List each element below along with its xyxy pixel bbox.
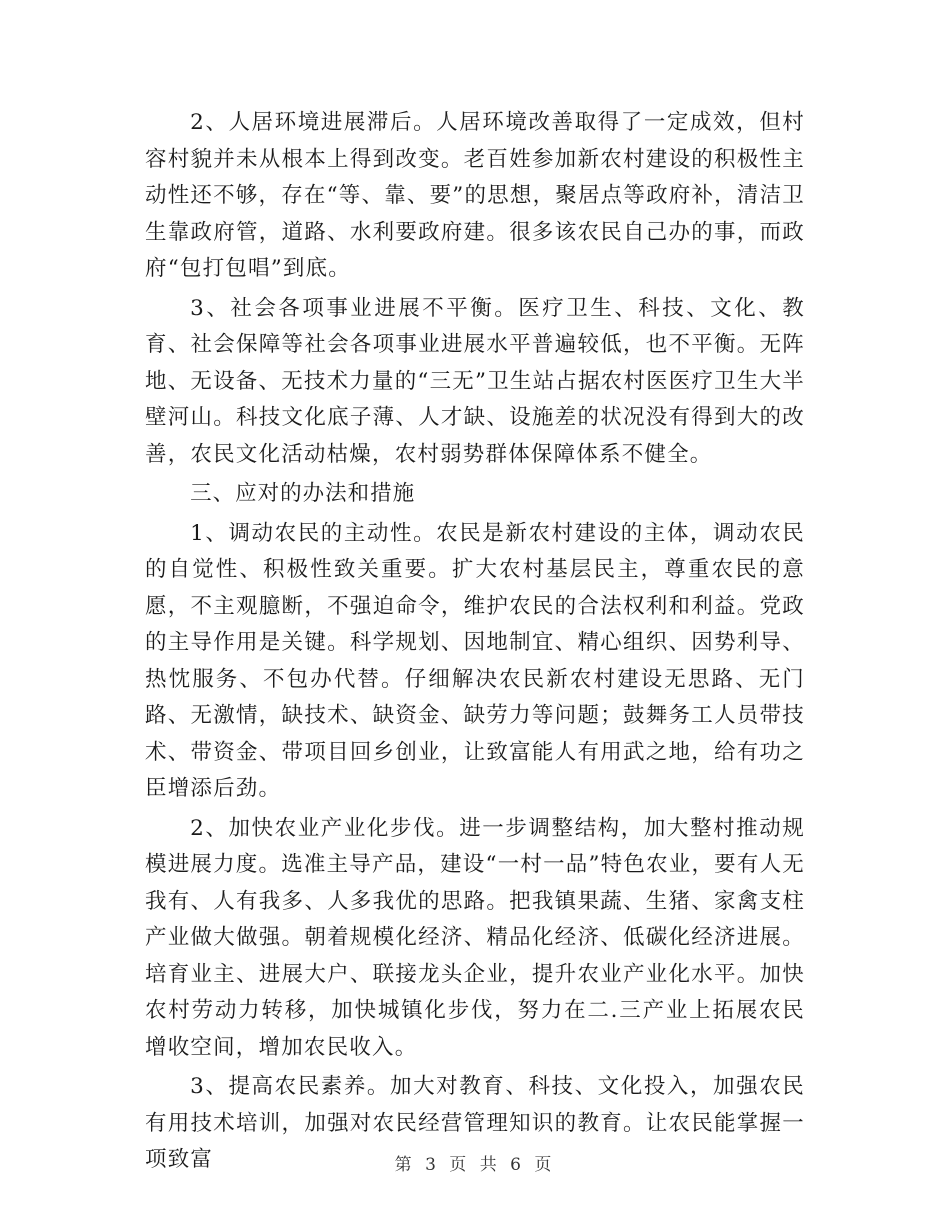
section-heading-measures: 三、应对的办法和措施 <box>190 481 416 506</box>
paragraph-mobilize-farmers: 1、调动农民的主动性。农民是新农村建设的主体，调动农民的自觉性、积极性致关重要。扩大农村基层民主，尊重农民的意愿，不主观臆断，不强迫命令，维护农民的合法权利和利益。党政的主导作用是关键。科学规划、因地制宜、精心组织、因势利导、热忱服务、不包办代替。仔细解决农民新农村建设无思路、无门路、无激情，缺技术、缺资金、缺劳力等问题；鼓舞务工人员带技术、带资金、带项目回乡创业，让致富能人有用武之地，给有功之臣增添后劲。 <box>145 520 805 801</box>
document-body <box>145 105 805 1182</box>
paragraph-social-undertakings: 3、社会各项事业进展不平衡。医疗卫生、科技、文化、教育、社会保障等社会各项事业进展水平普遍较低，也不平衡。无阵地、无设备、无技术力量的“三无”卫生站占据农村医医疗卫生大半壁河山。科技文化底子薄、人才缺、设施差的状况没有得到大的改善，农民文化活动枯燥，农村弱势群体保障体系不健全。 <box>145 295 805 467</box>
page-number-footer: 第 3 页 共 6 页 <box>394 1155 556 1175</box>
paragraph-living-environment: 2、人居环境进展滞后。人居环境改善取得了一定成效，但村容村貌并未从根本上得到改变。老百姓参加新农村建设的积极性主动性还不够，存在“等、靠、要”的思想，聚居点等政府补，清洁卫生靠政府管，道路、水利要政府建。很多该农民自己办的事，而政府“包打包唱”到底。 <box>145 110 805 281</box>
paragraph-improve-farmer-quality: 3、提高农民素养。加大对教育、科技、文化投入，加强农民有用技术培训，加强对农民经营管理知识的教育。让农民能掌握一项致富 <box>145 1074 805 1172</box>
paragraph-agricultural-industrialization: 2、加快农业产业化步伐。进一步调整结构，加大整村推动规模进展力度。选准主导产品，建设“一村一品”特色农业，要有人无我有、人有我多、人多我优的思路。把我镇果蔬、生猪、家禽支柱产业做大做强。朝着规模化经济、精品化经济、低碳化经济进展。培育业主、进展大户、联接龙头企业，提升农业产业化水平。加快农村劳动力转移，加快城镇化步伐，努力在二.三产业上拓展农民增收空间，增加农民收入。 <box>145 815 805 1060</box>
